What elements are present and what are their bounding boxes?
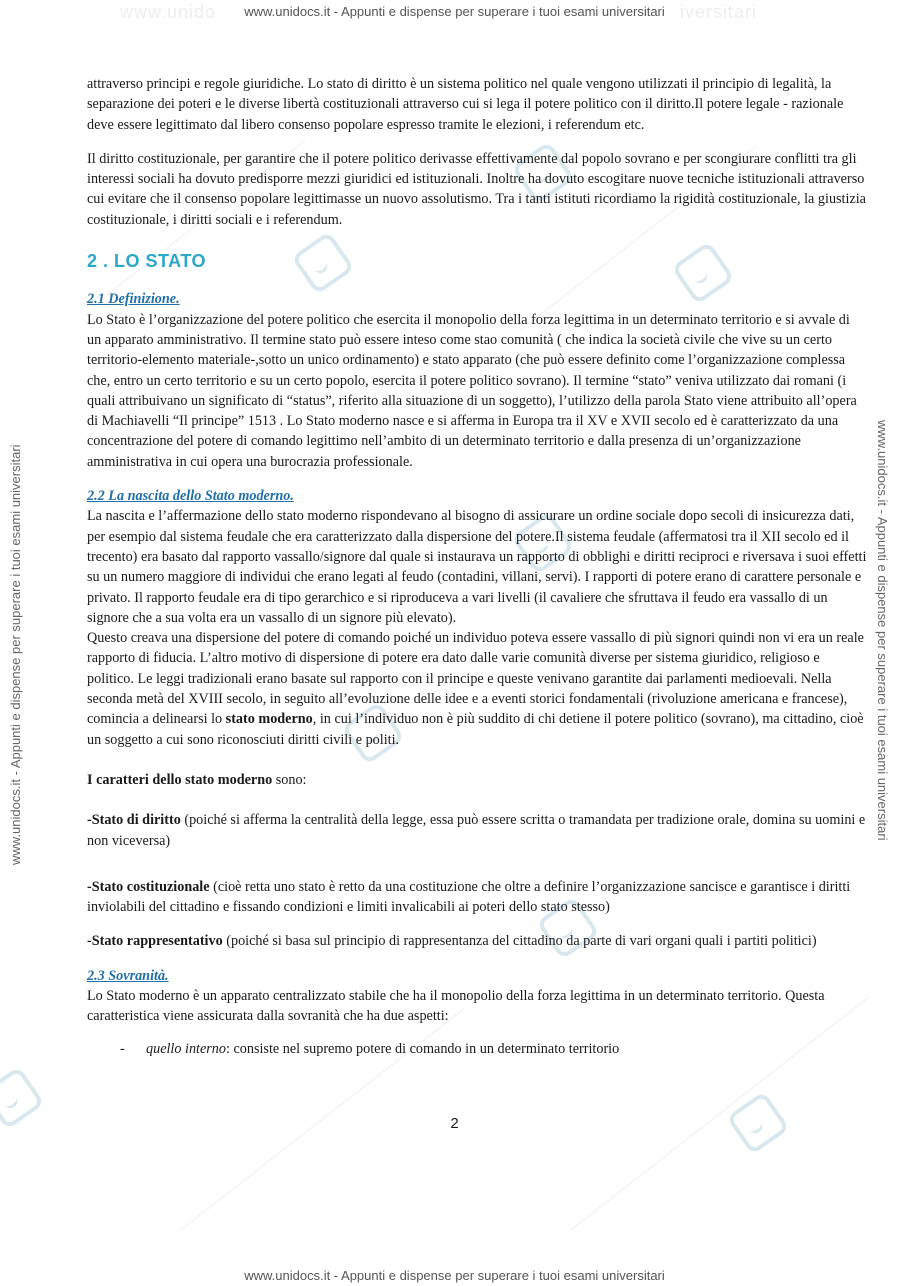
section-2-3-body: Lo Stato moderno è un apparato centralizzato stabile che ha il monopolio della forza legittima in un determinato territorio. Questa caratteristica viene assicurata dalla sovranità che ha due aspetti: bbox=[87, 987, 825, 1025]
intro-paragraph-1: attraverso principi e regole giuridiche. Lo stato di diritto è un sistema politico nel quale vengono utilizzati il principio di legalità, la separazione dei poteri e le diverse libertà costituzionali attraverso cui si lega il potere politico con il diritto.Il potere legale - razionale deve essere legittimato dal libero consenso popolare espresso tramite le elezioni, i referendum etc. bbox=[87, 76, 844, 133]
header-ghost-watermark-left: www.unido bbox=[120, 2, 217, 22]
chapter-title: 2 . LO STATO bbox=[87, 251, 207, 272]
italic-term: quello interno bbox=[146, 1040, 226, 1057]
caratteri-bold: I caratteri dello stato moderno bbox=[87, 771, 273, 788]
dash-bullet: - bbox=[120, 1040, 125, 1057]
item-bold: -Stato rappresentativo bbox=[87, 933, 223, 950]
caratteri-rest: sono: bbox=[272, 771, 307, 788]
section-heading-2-2: 2.2 La nascita dello Stato moderno. bbox=[87, 488, 294, 505]
item-bold: -Stato costituzionale bbox=[87, 878, 210, 895]
characteristic-item-stato-rappresentativo bbox=[87, 931, 867, 951]
sovereignty-aspect-item bbox=[87, 1039, 867, 1059]
characteristic-item-stato-di-diritto bbox=[87, 810, 867, 851]
item-text: (cioè retta uno stato è retto da una costituzione che oltre a definire l’organizzazione sancisce e garantisce i diritti inviolabili del cittadino e fissando condizioni e limiti invalicabili ai poteri dello stato stesso) bbox=[87, 878, 851, 916]
section-heading-2-1: 2.1 Definizione. bbox=[87, 291, 180, 308]
intro-paragraph-2: Il diritto costituzionale, per garantire che il potere politico derivasse effettivamente dal popolo sovrano e per scongiurare conflitti tra gli interessi sociali ha dovuto predisporre mezzi giuridici ed istituzionali. Inoltre ha dovuto escogitare nuove tecniche istituzionali attraverso cui evitare che il consenso popolare legittimasse un nuovo assolutismo. Tra i tanti istituti ricordiamo la rigidità costituzionale, la giustizia costituzionale, i diritti sociali e i referendum. bbox=[87, 150, 866, 228]
section-heading-2-3: 2.3 Sovranità. bbox=[87, 967, 169, 984]
item-text: (poiché si afferma la centralità della legge, essa può essere scritta o tramandata per tradizione orale, domina su uomini e non viceversa) bbox=[87, 812, 866, 849]
section-2-2-body-2 bbox=[87, 628, 867, 750]
section-2-2-body-1: La nascita e l’affermazione dello stato moderno rispondevano al bisogno di assicurare un ordine sociale dopo secoli di insicurezza dati, per esempio dal sistema feudale che era caratterizzato dalla dispersione del potere.Il sistema feudale (affermatosi tra il XII secolo ed il trecento) era basato dal rapporto vassallo/signore dal quale si instaurava un rapporto di obblighi e diritti reciproci e riversava i suoi effetti su un numero maggiore di individui che erano legati al feudo (contadini, villani, servi). I rapporti di potere erano di carattere personale e privato. Il rapporto feudale era di tipo gerarchico e si riproduceva a vari livelli (il cavaliere che sfruttava il feudo era vassallo di un signore che a sua volta era un vassallo di un signore più elevato). bbox=[87, 508, 867, 626]
document-body bbox=[87, 74, 867, 1059]
bold-term-stato-moderno: stato moderno bbox=[225, 711, 313, 728]
characteristic-item-stato-costituzionale bbox=[87, 877, 867, 918]
page-number: 2 bbox=[450, 1115, 459, 1132]
body-text: , in cui l’individuo non è più suddito di chi detiene il potere politico (sovrano), ma cittadino, cioè un soggetto a cui sono riconosciuti diritti civili e politi. bbox=[87, 711, 864, 748]
right-side-watermark: www.unidocs.it - Appunti e dispense per superare i tuoi esami universitari bbox=[875, 420, 890, 841]
caratteri-intro bbox=[87, 770, 867, 790]
section-2-1-body: Lo Stato è l’organizzazione del potere politico che esercita il monopolio della forza legittima in un determinato territorio e si avvale di un apparato amministrativo. Il termine stato può essere inteso come stao comunità ( che indica la società civile che vive su un certo territorio-elemento materiale-,sotto un unico ordinamento) e stato apparato (che può essere definito come l’organizzazione complessa che, entro un certo territorio e su un certo popolo, esercita il potere politico sovrano). Il termine “stato” veniva utilizzato dai romani (i quali attribuivano un significato di “status”, riferito alla situazione di un soggetto), l’utilizzo della parola Stato viene attribuito all’opera di Machiavelli “Il principe” 1513 . Lo Stato moderno nasce e si afferma in Europa tra il XV e XVII secolo ed è caratterizzato da una concentrazione del potere di comando legittimo nell’ambito di un determinato territorio e dalla presenza di un’organizzazione amministrativa in cui opera una burocrazia professionale. bbox=[87, 311, 857, 470]
left-side-watermark: www.unidocs.it - Appunti e dispense per superare i tuoi esami universitari bbox=[8, 444, 23, 865]
item-text: : consiste nel supremo potere di comando in un determinato territorio bbox=[226, 1040, 620, 1057]
body-text: Questo creava una dispersione del potere di comando poiché un individuo poteva essere vassallo di più signori quindi non vi era un reale rapporto di fiducia. L’altro motivo di dispersione di potere era dato dalle varie comunità diverse per sistema giuridico, religioso e politico. Le leggi tradizionali erano basate sul rapporto con il principe e queste venivano garantite dai parlamenti medioevali. Nella seconda metà del XVIII secolo, in seguito all’evoluzione delle idee e a eventi storici fondamentali (rivoluzione americana e francese), comincia a delinearsi lo bbox=[87, 630, 864, 728]
header-watermark-banner: www.unidocs.it - Appunti e dispense per superare i tuoi esami universitari bbox=[244, 4, 665, 19]
item-bold: -Stato di diritto bbox=[87, 812, 181, 829]
header-ghost-watermark-right: iversitari bbox=[680, 2, 758, 22]
item-text: (poiché si basa sul principio di rappresentanza del cittadino da parte di vari organi quali i partiti politici) bbox=[222, 933, 817, 950]
footer-watermark-banner: www.unidocs.it - Appunti e dispense per superare i tuoi esami universitari bbox=[244, 1268, 665, 1283]
